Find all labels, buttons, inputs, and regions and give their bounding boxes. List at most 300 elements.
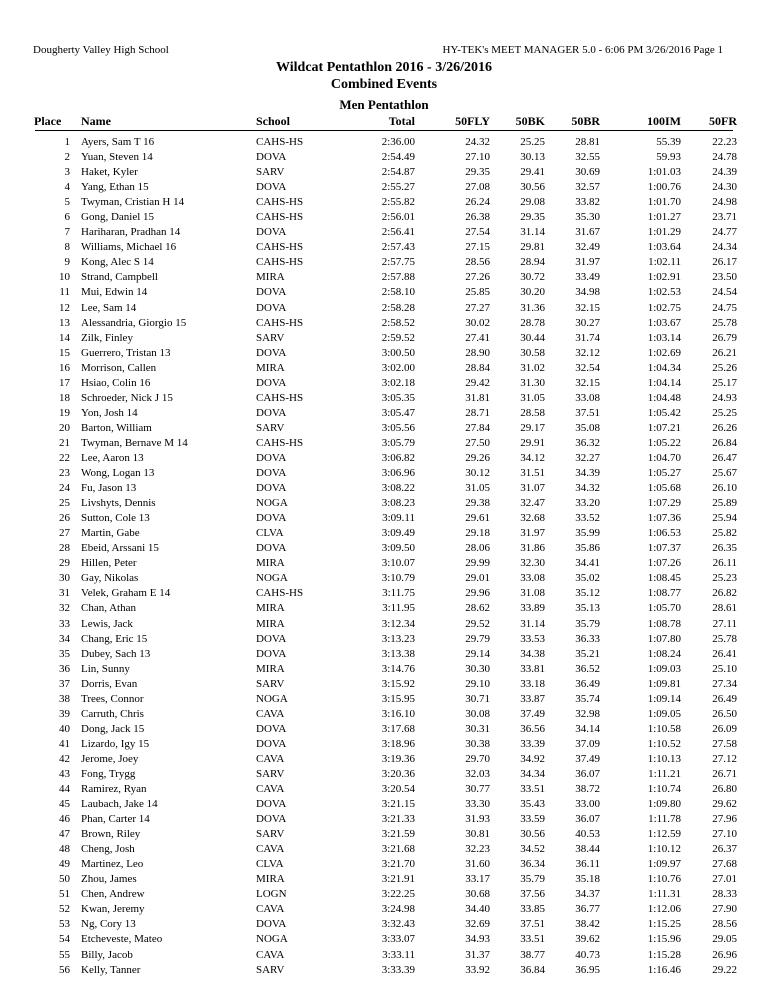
total-time-cell: 3:05.35 — [381, 391, 415, 404]
total-time-cell: 3:24.98 — [381, 903, 415, 916]
school-cell: DOVA — [256, 512, 287, 525]
split-50fr-cell: 26.17 — [712, 256, 737, 269]
split-100im-cell: 1:02.69 — [647, 346, 681, 359]
swimmer-name-cell: Yon, Josh 14 — [81, 406, 138, 419]
split-50fr-cell: 26.47 — [712, 451, 737, 464]
school-cell: CAHS-HS — [256, 196, 304, 209]
school-cell: DOVA — [256, 737, 287, 750]
split-50fr-cell: 27.11 — [712, 617, 737, 630]
split-50br-cell: 33.20 — [575, 497, 600, 510]
table-row — [0, 662, 768, 677]
split-50fr-cell: 24.39 — [712, 166, 737, 179]
split-50fly-cell: 31.81 — [465, 391, 490, 404]
split-50fr-cell: 27.96 — [712, 813, 737, 826]
school-cell: DOVA — [256, 722, 287, 735]
split-50fly-cell: 30.08 — [465, 707, 490, 720]
school-cell: NOGA — [256, 692, 288, 705]
place-cell: 11 — [59, 286, 70, 299]
table-row — [0, 541, 768, 556]
split-100im-cell: 1:03.64 — [647, 241, 681, 254]
split-50fr-cell: 28.33 — [712, 888, 737, 901]
split-50fr-cell: 27.10 — [712, 828, 737, 841]
split-50bk-cell: 29.17 — [520, 421, 545, 434]
split-50bk-cell: 34.12 — [520, 451, 545, 464]
split-50fr-cell: 27.68 — [712, 858, 737, 871]
swimmer-name-cell: Lewis, Jack — [81, 617, 133, 630]
split-50bk-cell: 31.02 — [520, 361, 545, 374]
place-cell: 47 — [59, 828, 70, 841]
col-50fly-header: 50FLY — [455, 114, 490, 128]
place-cell: 51 — [59, 888, 70, 901]
swimmer-name-cell: Lee, Aaron 13 — [81, 451, 144, 464]
split-100im-cell: 1:07.80 — [647, 632, 681, 645]
split-50bk-cell: 36.84 — [520, 963, 545, 976]
split-50fr-cell: 26.26 — [712, 421, 737, 434]
school-cell: NOGA — [256, 572, 288, 585]
table-row — [0, 210, 768, 225]
split-50bk-cell: 37.49 — [520, 707, 545, 720]
split-50fr-cell: 26.10 — [712, 482, 737, 495]
swimmer-name-cell: Jerome, Joey — [81, 752, 139, 765]
split-50bk-cell: 33.59 — [520, 813, 545, 826]
swimmer-name-cell: Dong, Jack 15 — [81, 722, 145, 735]
swimmer-name-cell: Velek, Graham E 14 — [81, 587, 171, 600]
school-cell: SARV — [256, 828, 285, 841]
table-row — [0, 902, 768, 917]
swimmer-name-cell: Alessandria, Giorgio 15 — [81, 316, 187, 329]
split-50br-cell: 28.81 — [575, 136, 600, 148]
split-50bk-cell: 30.58 — [520, 346, 545, 359]
swimmer-name-cell: Livshyts, Dennis — [81, 497, 156, 510]
table-row — [0, 737, 768, 752]
school-cell: DOVA — [256, 376, 287, 389]
split-50bk-cell: 28.58 — [520, 406, 545, 419]
place-cell: 23 — [59, 467, 70, 480]
swimmer-name-cell: Twyman, Bernave M 14 — [81, 436, 188, 449]
split-100im-cell: 1:07.37 — [647, 542, 681, 555]
swimmer-name-cell: Kwan, Jeremy — [81, 903, 145, 916]
place-cell: 52 — [59, 903, 70, 916]
split-50br-cell: 40.73 — [575, 948, 600, 961]
split-50fr-cell: 24.75 — [712, 301, 737, 314]
place-cell: 14 — [59, 331, 70, 344]
swimmer-name-cell: Schroeder, Nick J 15 — [81, 391, 173, 404]
school-cell: CAHS-HS — [256, 391, 304, 404]
place-cell: 19 — [59, 406, 70, 419]
split-50br-cell: 35.18 — [575, 873, 600, 886]
split-50fr-cell: 26.79 — [712, 331, 737, 344]
total-time-cell: 3:21.91 — [381, 873, 415, 886]
split-50bk-cell: 38.77 — [520, 948, 545, 961]
table-row — [0, 932, 768, 947]
total-time-cell: 3:06.96 — [381, 467, 415, 480]
split-100im-cell: 1:00.76 — [647, 181, 681, 194]
split-50fly-cell: 27.41 — [465, 331, 490, 344]
total-time-cell: 3:33.07 — [381, 933, 415, 946]
place-cell: 31 — [59, 587, 70, 600]
split-50br-cell: 34.39 — [575, 467, 600, 480]
school-cell: SARV — [256, 767, 285, 780]
split-50bk-cell: 36.34 — [520, 858, 545, 871]
place-cell: 50 — [59, 873, 70, 886]
table-row — [0, 767, 768, 782]
split-50fly-cell: 31.93 — [465, 813, 490, 826]
table-row — [0, 135, 768, 150]
split-50fly-cell: 30.12 — [465, 467, 490, 480]
split-100im-cell: 1:08.78 — [647, 617, 681, 630]
split-50fly-cell: 29.35 — [465, 166, 490, 179]
school-cell: CAVA — [256, 707, 285, 720]
split-50br-cell: 32.15 — [575, 301, 600, 314]
swimmer-name-cell: Dubey, Sach 13 — [81, 647, 151, 660]
place-cell: 28 — [59, 542, 70, 555]
table-row — [0, 692, 768, 707]
split-50fr-cell: 24.30 — [712, 181, 737, 194]
split-50bk-cell: 29.35 — [520, 211, 545, 224]
split-50bk-cell: 32.47 — [520, 497, 545, 510]
split-50fr-cell: 26.09 — [712, 722, 737, 735]
split-50fly-cell: 24.32 — [465, 136, 490, 148]
school-cell: NOGA — [256, 497, 288, 510]
split-50bk-cell: 31.30 — [520, 376, 545, 389]
school-cell: DOVA — [256, 647, 287, 660]
school-cell: SARV — [256, 963, 285, 976]
place-cell: 16 — [59, 361, 70, 374]
split-50fr-cell: 24.98 — [712, 196, 737, 209]
split-50fly-cell: 27.84 — [465, 421, 490, 434]
table-row — [0, 421, 768, 436]
split-50fly-cell: 28.06 — [465, 542, 490, 555]
split-50bk-cell: 31.14 — [520, 617, 545, 630]
split-50fly-cell: 31.37 — [465, 948, 490, 961]
table-row — [0, 782, 768, 797]
split-100im-cell: 1:09.03 — [647, 662, 681, 675]
split-50fly-cell: 28.71 — [465, 406, 490, 419]
split-50br-cell: 35.12 — [575, 587, 600, 600]
split-100im-cell: 1:04.70 — [647, 451, 681, 464]
split-100im-cell: 1:02.11 — [648, 256, 681, 269]
split-100im-cell: 1:04.14 — [647, 376, 681, 389]
split-50fly-cell: 29.01 — [465, 572, 490, 585]
place-cell: 45 — [59, 798, 70, 811]
split-50br-cell: 32.54 — [575, 361, 600, 374]
place-cell: 2 — [64, 151, 70, 164]
table-row — [0, 436, 768, 451]
place-cell: 22 — [59, 451, 70, 464]
split-50bk-cell: 33.51 — [520, 933, 545, 946]
table-row — [0, 707, 768, 722]
split-50bk-cell: 28.78 — [520, 316, 545, 329]
split-50bk-cell: 36.56 — [520, 722, 545, 735]
split-100im-cell: 1:01.03 — [647, 166, 681, 179]
place-cell: 46 — [59, 813, 70, 826]
place-cell: 29 — [59, 557, 70, 570]
table-row — [0, 722, 768, 737]
split-50fly-cell: 30.31 — [465, 722, 490, 735]
split-50bk-cell: 28.94 — [520, 256, 545, 269]
place-cell: 41 — [59, 737, 70, 750]
swimmer-name-cell: Brown, Riley — [81, 828, 141, 841]
school-cell: MIRA — [256, 617, 285, 630]
split-100im-cell: 59.93 — [656, 151, 681, 164]
split-100im-cell: 1:11.78 — [648, 813, 681, 826]
split-50fr-cell: 29.22 — [712, 963, 737, 976]
total-time-cell: 2:36.00 — [381, 136, 415, 148]
split-50fly-cell: 29.96 — [465, 587, 490, 600]
school-cell: CAHS-HS — [256, 211, 304, 224]
school-cell: DOVA — [256, 918, 287, 931]
swimmer-name-cell: Williams, Michael 16 — [81, 241, 177, 254]
total-time-cell: 3:15.92 — [381, 677, 415, 690]
total-time-cell: 3:21.70 — [381, 858, 415, 871]
swimmer-name-cell: Barton, William — [81, 421, 152, 434]
swimmer-name-cell: Chang, Eric 15 — [81, 632, 148, 645]
split-50br-cell: 33.49 — [575, 271, 600, 284]
school-cell: NOGA — [256, 933, 288, 946]
split-50fly-cell: 29.42 — [465, 376, 490, 389]
total-time-cell: 3:13.38 — [381, 647, 415, 660]
total-time-cell: 3:20.54 — [381, 783, 415, 796]
school-cell: MIRA — [256, 873, 285, 886]
table-row — [0, 797, 768, 812]
split-50fly-cell: 29.38 — [465, 497, 490, 510]
split-50br-cell: 37.49 — [575, 752, 600, 765]
split-50fly-cell: 30.77 — [465, 783, 490, 796]
split-50bk-cell: 31.86 — [520, 542, 545, 555]
place-cell: 42 — [59, 752, 70, 765]
split-100im-cell: 1:09.14 — [647, 692, 681, 705]
table-row — [0, 857, 768, 872]
split-50fr-cell: 25.82 — [712, 527, 737, 540]
school-cell: CAVA — [256, 752, 285, 765]
split-50br-cell: 39.62 — [575, 933, 600, 946]
school-cell: CLVA — [256, 527, 284, 540]
split-50fly-cell: 32.03 — [465, 767, 490, 780]
split-100im-cell: 1:01.29 — [647, 226, 681, 239]
total-time-cell: 3:17.68 — [381, 722, 415, 735]
table-row — [0, 842, 768, 857]
split-50bk-cell: 37.56 — [520, 888, 545, 901]
place-cell: 33 — [59, 617, 70, 630]
school-cell: SARV — [256, 331, 285, 344]
table-row — [0, 586, 768, 601]
total-time-cell: 2:55.82 — [381, 196, 415, 209]
split-100im-cell: 1:10.58 — [647, 722, 681, 735]
swimmer-name-cell: Fong, Trygg — [81, 767, 136, 780]
split-50br-cell: 30.69 — [575, 166, 600, 179]
split-50bk-cell: 29.08 — [520, 196, 545, 209]
total-time-cell: 2:57.43 — [381, 241, 415, 254]
split-100im-cell: 1:07.26 — [647, 557, 681, 570]
split-50fr-cell: 26.37 — [712, 843, 737, 856]
table-row — [0, 301, 768, 316]
split-50fly-cell: 29.99 — [465, 557, 490, 570]
place-cell: 36 — [59, 662, 70, 675]
split-100im-cell: 1:08.77 — [647, 587, 681, 600]
split-50bk-cell: 30.56 — [520, 828, 545, 841]
col-total-header: Total — [388, 114, 415, 128]
total-time-cell: 2:56.01 — [381, 211, 415, 224]
school-cell: DOVA — [256, 467, 287, 480]
total-time-cell: 2:54.87 — [381, 166, 415, 179]
table-row — [0, 632, 768, 647]
swimmer-name-cell: Yuan, Steven 14 — [81, 151, 153, 164]
col-50bk-header: 50BK — [515, 114, 545, 128]
place-cell: 55 — [59, 948, 70, 961]
table-row — [0, 331, 768, 346]
split-100im-cell: 1:09.05 — [647, 707, 681, 720]
split-50fly-cell: 31.60 — [465, 858, 490, 871]
split-50bk-cell: 33.08 — [520, 572, 545, 585]
school-cell: SARV — [256, 677, 285, 690]
split-50fr-cell: 26.21 — [712, 346, 737, 359]
split-50bk-cell: 32.68 — [520, 512, 545, 525]
school-cell: SARV — [256, 166, 285, 179]
table-row — [0, 872, 768, 887]
split-50fr-cell: 25.89 — [712, 497, 737, 510]
split-50fly-cell: 29.14 — [465, 647, 490, 660]
split-50bk-cell: 31.07 — [520, 482, 545, 495]
split-50br-cell: 36.33 — [575, 632, 600, 645]
split-50br-cell: 31.74 — [575, 331, 600, 344]
split-50fr-cell: 24.54 — [712, 286, 737, 299]
split-50fr-cell: 25.78 — [712, 632, 737, 645]
split-50bk-cell: 33.85 — [520, 903, 545, 916]
split-50bk-cell: 30.44 — [520, 331, 545, 344]
split-50br-cell: 33.52 — [575, 512, 600, 525]
split-100im-cell: 1:10.74 — [647, 783, 681, 796]
swimmer-name-cell: Chan, Athan — [81, 602, 136, 615]
split-100im-cell: 1:09.80 — [647, 798, 681, 811]
total-time-cell: 3:09.50 — [381, 542, 415, 555]
split-50br-cell: 33.82 — [575, 196, 600, 209]
table-row — [0, 195, 768, 210]
split-50fr-cell: 27.58 — [712, 737, 737, 750]
place-cell: 27 — [59, 527, 70, 540]
place-cell: 20 — [59, 421, 70, 434]
school-cell: DOVA — [256, 181, 287, 194]
results-table — [0, 135, 768, 978]
school-cell: DOVA — [256, 406, 287, 419]
total-time-cell: 2:58.28 — [381, 301, 415, 314]
split-50bk-cell: 35.79 — [520, 873, 545, 886]
swimmer-name-cell: Ng, Cory 13 — [81, 918, 136, 931]
split-50fly-cell: 34.40 — [465, 903, 490, 916]
split-100im-cell: 1:02.75 — [647, 301, 681, 314]
split-50fr-cell: 27.34 — [712, 677, 737, 690]
school-cell: SARV — [256, 421, 285, 434]
total-time-cell: 3:05.47 — [381, 406, 415, 419]
split-50fr-cell: 27.90 — [712, 903, 737, 916]
school-cell: CAHS-HS — [256, 241, 304, 254]
split-100im-cell: 1:02.53 — [647, 286, 681, 299]
school-cell: DOVA — [256, 286, 287, 299]
split-50fly-cell: 28.90 — [465, 346, 490, 359]
split-50fr-cell: 26.35 — [712, 542, 737, 555]
total-time-cell: 3:21.33 — [381, 813, 415, 826]
school-cell: DOVA — [256, 226, 287, 239]
table-row — [0, 812, 768, 827]
split-50br-cell: 35.74 — [575, 692, 600, 705]
split-100im-cell: 1:11.31 — [648, 888, 681, 901]
swimmer-name-cell: Fu, Jason 13 — [81, 482, 137, 495]
swimmer-name-cell: Hsiao, Colin 16 — [81, 376, 151, 389]
split-50fr-cell: 26.41 — [712, 647, 737, 660]
split-50fr-cell: 25.17 — [712, 376, 737, 389]
split-50br-cell: 30.27 — [575, 316, 600, 329]
school-cell: DOVA — [256, 482, 287, 495]
table-row — [0, 180, 768, 195]
place-cell: 7 — [64, 226, 70, 239]
meet-title: Wildcat Pentathlon 2016 - 3/26/2016 — [276, 60, 492, 75]
school-cell: CAHS-HS — [256, 436, 304, 449]
split-100im-cell: 1:03.67 — [647, 316, 681, 329]
total-time-cell: 3:21.68 — [381, 843, 415, 856]
swimmer-name-cell: Yang, Ethan 15 — [81, 181, 149, 194]
split-50fly-cell: 29.18 — [465, 527, 490, 540]
total-time-cell: 3:13.23 — [381, 632, 415, 645]
split-50br-cell: 31.97 — [575, 256, 600, 269]
place-cell: 24 — [59, 482, 70, 495]
split-50br-cell: 40.53 — [575, 828, 600, 841]
split-50bk-cell: 34.34 — [520, 767, 545, 780]
table-row — [0, 556, 768, 571]
total-time-cell: 2:55.27 — [381, 181, 415, 194]
swimmer-name-cell: Chen, Andrew — [81, 888, 145, 901]
total-time-cell: 3:15.95 — [381, 692, 415, 705]
split-50br-cell: 34.41 — [575, 557, 600, 570]
split-50bk-cell: 29.81 — [520, 241, 545, 254]
place-cell: 3 — [64, 166, 70, 179]
split-100im-cell: 1:04.34 — [647, 361, 681, 374]
split-50fr-cell: 26.82 — [712, 587, 737, 600]
place-cell: 34 — [59, 632, 70, 645]
split-50fly-cell: 29.26 — [465, 451, 490, 464]
swimmer-name-cell: Lee, Sam 14 — [81, 301, 137, 314]
table-row — [0, 451, 768, 466]
split-50fly-cell: 28.56 — [465, 256, 490, 269]
table-row — [0, 361, 768, 376]
split-50fly-cell: 29.61 — [465, 512, 490, 525]
split-50br-cell: 38.44 — [575, 843, 600, 856]
split-100im-cell: 1:04.48 — [647, 391, 681, 404]
table-row — [0, 376, 768, 391]
split-50bk-cell: 31.08 — [520, 587, 545, 600]
split-50bk-cell: 33.53 — [520, 632, 545, 645]
split-50br-cell: 33.00 — [575, 798, 600, 811]
swimmer-name-cell: Kelly, Tanner — [81, 963, 141, 976]
table-row — [0, 677, 768, 692]
split-100im-cell: 55.39 — [656, 136, 681, 148]
swimmer-name-cell: Martin, Gabe — [81, 527, 140, 540]
split-50fly-cell: 26.38 — [465, 211, 490, 224]
swimmer-name-cell: Morrison, Callen — [81, 361, 157, 374]
split-50bk-cell: 31.51 — [520, 467, 545, 480]
total-time-cell: 3:33.11 — [382, 948, 415, 961]
split-50fr-cell: 25.94 — [712, 512, 737, 525]
total-time-cell: 2:59.52 — [381, 331, 415, 344]
split-50bk-cell: 33.89 — [520, 602, 545, 615]
swimmer-name-cell: Trees, Connor — [81, 692, 144, 705]
split-100im-cell: 1:11.21 — [648, 767, 681, 780]
table-row — [0, 481, 768, 496]
split-50fr-cell: 25.25 — [712, 406, 737, 419]
split-50fr-cell: 24.93 — [712, 391, 737, 404]
place-cell: 49 — [59, 858, 70, 871]
total-time-cell: 3:19.36 — [381, 752, 415, 765]
split-50br-cell: 35.79 — [575, 617, 600, 630]
split-50fr-cell: 23.50 — [712, 271, 737, 284]
